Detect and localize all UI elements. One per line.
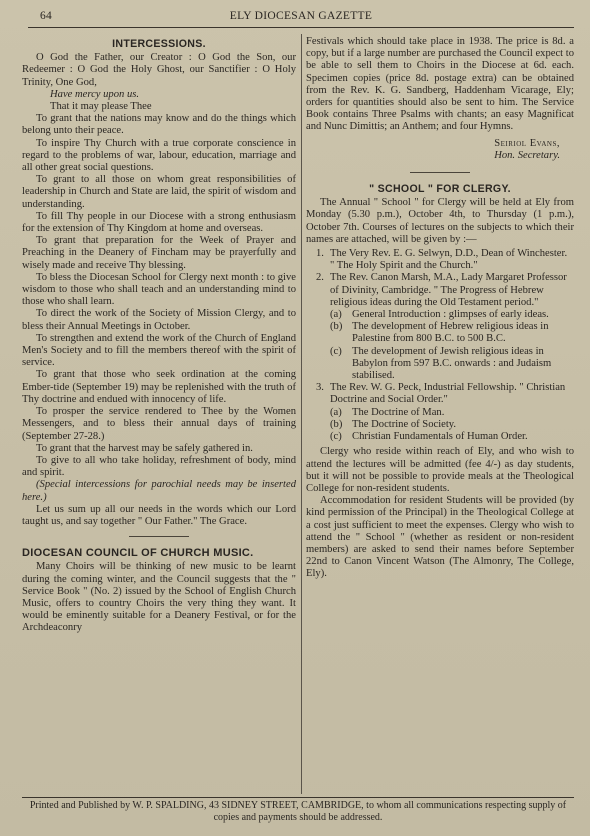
- left-column: [22, 38, 296, 635]
- intercession-paragraph: To fill Thy people in our Diocese with a strong enthusiasm for the extension of Thy Kingdom at home and overseas.: [22, 210, 296, 235]
- subtopic-text: The Doctrine of Man.: [352, 406, 445, 418]
- intercession-paragraph: To strengthen and extend the work of the Church of England Men's Society and to fill the members thereof with the spirit of service.: [22, 332, 296, 369]
- intercession-paragraph: To grant to all those on whom great responsibilities of leadership in Church and State are laid, the spirit of wisdom and understanding.: [22, 174, 296, 210]
- intercession-paragraph: To direct the work of the Society of Mission Clergy, and to bless their Annual Meetings in October.: [22, 308, 296, 332]
- section-separator: [410, 172, 470, 173]
- intercessions-heading: INTERCESSIONS.: [112, 38, 206, 50]
- intercession-paragraph: Let us sum up all our needs in the words which our Lord taught us, and say together " Our Father." The Grace.: [22, 503, 296, 527]
- header-rule: [28, 27, 574, 28]
- lecture-list: [306, 248, 574, 443]
- intercession-paragraph: To grant that the nations may know and do the things which belong unto their peace.: [22, 113, 296, 137]
- lecture-text: The Rev. Canon Marsh, M.A., Lady Margaret Professor of Divinity, Cambridge. " The Progress of Hebrew religious ideas during the Old Testament period.": [330, 272, 567, 308]
- lecture-item: [306, 272, 574, 382]
- school-paragraph-day-students: Clergy who reside within reach of Ely, and who wish to attend the lectures will be admitted (fee 4/-) as day students, but it will not be possible to provide meals at the Theological College for non-resident students.: [306, 446, 574, 494]
- subtopic-label: (c): [330, 345, 342, 357]
- right-column: [306, 36, 574, 581]
- subtopic-label: (b): [330, 321, 343, 333]
- lecture-subtopic: [330, 419, 574, 431]
- intercession-paragraph: That it may please Thee: [50, 101, 152, 113]
- lecture-subtopic: [330, 309, 574, 321]
- lecture-item: [306, 382, 574, 443]
- school-paragraph-accommodation: Accommodation for resident Students will be provided (by kind permission of the Principal) in the Theological College at a cost just sufficient to meet the expenses. Clergy who wish to attend the " School " (whether as resident or non-resident members) are asked to send their names before September 22nd to Canon Vincent Watson (The Almonry, The College, Ely).: [306, 495, 574, 580]
- music-text: Many Choirs will be thinking of new music to be learnt during the coming winter, and the Council suggests that the " Service Book " (No. 2) issued by the School of English Church Music, offers to country Choirs the very thing they want. It would be eminently suitable for a Deanery Festival, or for the Archdeaconry: [22, 561, 296, 634]
- intercession-paragraph: To grant that those who seek ordination at the coming Ember-tide (September 19) may be replenished with the truth of Thy doctrine and endued with innocency of life.: [22, 369, 296, 405]
- intercession-paragraph: To grant that the harvest may be safely gathered in.: [36, 442, 253, 454]
- signature-name: Seiriol Evans,: [494, 137, 560, 149]
- subtopic-text: The Doctrine of Society.: [352, 418, 457, 430]
- lecture-text: The Very Rev. E. G. Selwyn, D.D., Dean of Winchester. " The Holy Spirit and the Church.": [330, 248, 568, 272]
- page-number: 64: [40, 10, 53, 22]
- subtopic-text: The development of Jewish religious ideas in Babylon from 597 B.C. onwards : and Judaism stabilised.: [352, 345, 552, 382]
- intercession-paragraph: Have mercy upon us.: [50, 88, 140, 100]
- intercession-paragraph: O God the Father, our Creator : O God the Son, our Redeemer : O God the Holy Ghost, our Sanctifier : O Holy Trinity, One God,: [22, 52, 296, 88]
- column-divider: [301, 34, 302, 794]
- lecture-subtopic: [330, 407, 574, 419]
- intercessions-body: [22, 52, 296, 528]
- music-heading: DIOCESAN COUNCIL OF CHURCH MUSIC.: [22, 547, 254, 560]
- school-heading: " SCHOOL " FOR CLERGY.: [369, 183, 511, 196]
- lecture-subtopic: [330, 431, 574, 443]
- intercession-paragraph: To inspire Thy Church with a true corporate conscience in regard to the problems of war, labour, education, marriage and all other great social questions.: [22, 137, 296, 174]
- subtopic-label: (b): [330, 418, 343, 430]
- section-separator: [129, 536, 189, 537]
- subtopic-text: Christian Fundamentals of Human Order.: [352, 431, 528, 443]
- intercession-paragraph: To prosper the service rendered to Thee by the Women Messengers, and to bless their annual days of training (September 27-28.): [22, 406, 296, 442]
- intercession-paragraph: To give to all who take holiday, refreshment of body, mind and spirit.: [22, 454, 296, 479]
- intercession-paragraph: To bless the Diocesan School for Clergy next month : to give wisdom to those who shall teach and an understanding mind to those who shall learn.: [22, 271, 296, 308]
- lecture-subtopics: [330, 407, 574, 444]
- lecture-subtopics: [330, 309, 574, 382]
- subtopic-label: (c): [330, 431, 342, 443]
- lecture-number: 2.: [316, 272, 324, 284]
- music-text-continued: Festivals which should take place in 1938. The price is 8d. a copy, but if a large number are purchased the Council expect to be able to sell them to Choirs in the Diocese at 6d. each. Specimen copies (price 8d. postage extra) can be obtained from the Rev. K. G. Sandberg, Haddenham Vicarage, Ely; orders for quantities should also be sent to him. The Service Book contains Three Psalms with chants; an easy Magnificat and Nunc Dimittis; an Anthem; and four Hymns.: [306, 36, 574, 133]
- intercession-paragraph: (Special intercessions for parochial needs may be inserted here.): [22, 479, 296, 503]
- lecture-subtopic: [330, 346, 574, 383]
- subtopic-label: (a): [330, 309, 342, 321]
- subtopic-label: (a): [330, 406, 342, 418]
- lecture-number: 1.: [316, 248, 324, 260]
- signature-role: Hon. Secretary.: [494, 149, 560, 161]
- intercession-paragraph: To grant that preparation for the Week of Prayer and Preaching in the Deanery of Fincham may be prayerfully and wisely made and receive Thy blessing.: [22, 235, 296, 271]
- subtopic-text: General Introduction : glimpses of early ideas.: [352, 309, 549, 321]
- lecture-subtopic: [330, 321, 574, 345]
- lecture-item: [306, 248, 574, 272]
- lecture-number: 3.: [316, 382, 324, 394]
- footer-rule: [22, 797, 574, 798]
- subtopic-text: The development of Hebrew religious ideas in Palestine from 800 B.C. to 500 B.C.: [352, 321, 549, 345]
- lecture-text: The Rev. W. G. Peck, Industrial Fellowship. " Christian Doctrine and Social Order.": [330, 382, 566, 406]
- imprint-footer: Printed and Published by W. P. SPALDING, 43 SIDNEY STREET, CAMBRIDGE, to whom all communications respecting supply of copies and payments should be addressed.: [29, 800, 567, 823]
- publication-title: ELY DIOCESAN GAZETTE: [229, 10, 373, 22]
- page-header: [28, 10, 574, 26]
- school-intro: The Annual " School " for Clergy will be held at Ely from Monday (5.30 p.m.), October 4th, to Thursday (1 p.m.), October 7th. Courses of lectures on the subjects to which their names are attached, will be given by :—: [306, 197, 574, 245]
